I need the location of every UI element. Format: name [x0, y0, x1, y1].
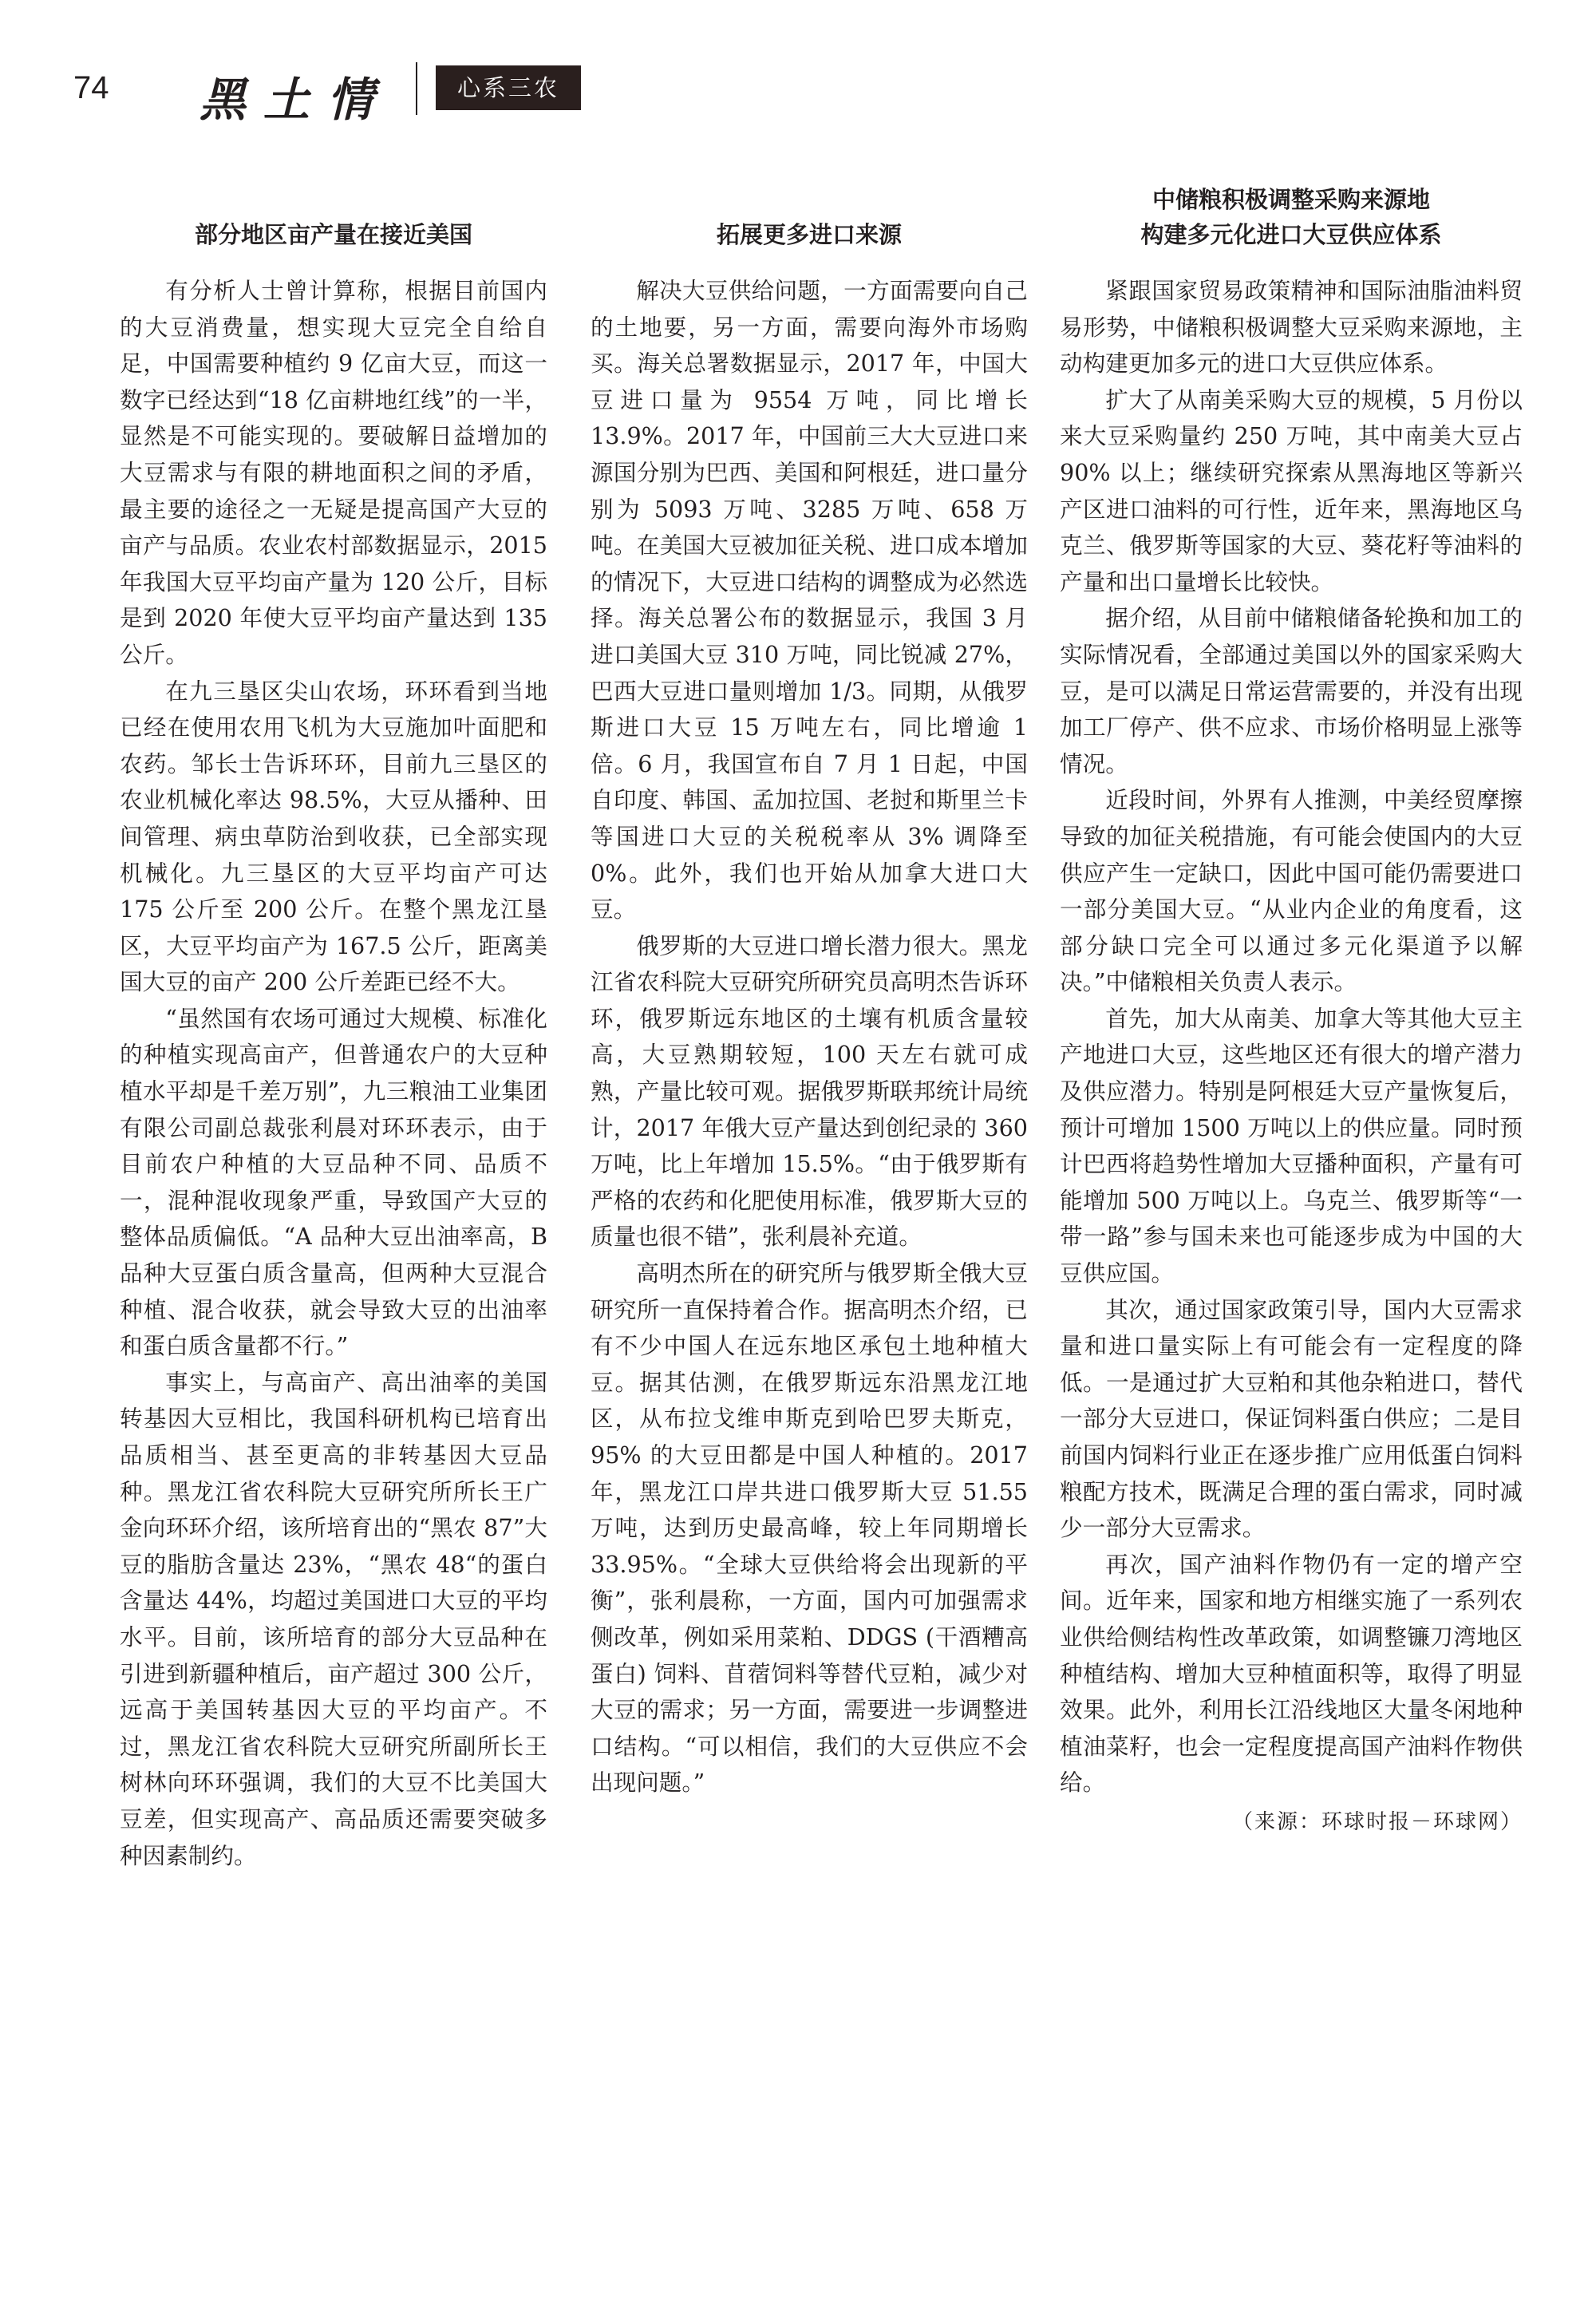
- paragraph: 首先，加大从南美、加拿大等其他大豆主产地进口大豆，这些地区还有很大的增产潜力及供应潜力。特别是阿根廷大豆产量恢复后，预计可增加 1500 万吨以上的供应量。同时预计巴西将趋势性增加大豆播种面积，产量有可能增加 500 万吨以上。乌克兰、俄罗斯等“一带一路”参与国未来也可能逐步成为中国的大豆供应国。: [1060, 1004, 1523, 1287]
- paragraph: 高明杰所在的研究所与俄罗斯全俄大豆研究所一直保持着合作。据高明杰介绍，已有不少中国人在远东地区承包土地种植大豆。据其估测，在俄罗斯远东沿黑龙江地区，从布拉戈维申斯克到哈巴罗夫斯克，95% 的大豆田都是中国人种植的。2017 年，黑龙江口岸共进口俄罗斯大豆 51.55 万吨，达到历史最高峰，较上年同期增长 33.95%。“全球大豆供给将会出现新的平衡”，张利晨称，一方面，国内可加强需求侧改革，例如采用菜粕、DDGS (干酒糟高蛋白) 饲料、苜蓿饲料等替代豆粕，减少对大豆的需求；另一方面，需要进一步调整进口结构。“可以相信，我们的大豆供应不会出现问题。”: [591, 1259, 1028, 1797]
- section-heading: 部分地区亩产量在接近美国: [194, 221, 472, 248]
- section-heading: 拓展更多进口来源: [716, 221, 902, 248]
- page-number: 74: [73, 70, 109, 105]
- article-source-credit: （来源：环球时报－环球网）: [1231, 1809, 1523, 1834]
- section-heading-wrap: [591, 160, 1028, 252]
- page-header: [0, 0, 1596, 136]
- section-heading-wrap: [120, 160, 547, 252]
- paragraph: 近段时间，外界有人推测，中美经贸摩擦导致的加征关税措施，有可能会使国内的大豆供应产生一定缺口，因此中国可能仍需要进口一部分美国大豆。“从业内企业的角度看，这部分缺口完全可以通过多元化渠道予以解决。”中储粮相关负责人表示。: [1060, 786, 1523, 996]
- article-column-middle: [591, 160, 1028, 1801]
- paragraph: 有分析人士曾计算称，根据目前国内的大豆消费量，想实现大豆完全自给自足，中国需要种植约 9 亿亩大豆，而这一数字已经达到“18 亿亩耕地红线”的一半，显然是不可能实现的。要破解日益增加的大豆需求与有限的耕地面积之间的矛盾，最主要的途径之一无疑是提高国产大豆的亩产与品质。农业农村部数据显示，2015 年我国大豆平均亩产量为 120 公斤，目标是到 2020 年使大豆平均亩产量达到 135 公斤。: [120, 277, 547, 668]
- article-column-left: [120, 160, 547, 1874]
- paragraph: 再次，国产油料作物仍有一定的增产空间。近年来，国家和地方相继实施了一系列农业供给侧结构性改革政策，如调整镰刀湾地区种植结构、增加大豆种植面积等，取得了明显效果。此外，利用长江沿线地区大量冬闲地种植油菜籽，也会一定程度提高国产油料作物供给。: [1060, 1550, 1523, 1797]
- paragraph: 其次，通过国家政策引导，国内大豆需求量和进口量实际上有可能会有一定程度的降低。一是通过扩大豆粕和其他杂粕进口，替代一部分大豆进口，保证饲料蛋白供应；二是目前国内饲料行业正在逐步推广应用低蛋白饲料粮配方技术，既满足合理的蛋白需求，同时减少一部分大豆需求。: [1060, 1295, 1523, 1542]
- paragraph: 据介绍，从目前中储粮储备轮换和加工的实际情况看，全部通过美国以外的国家采购大豆，是可以满足日常运营需要的，并没有出现加工厂停产、供不应求、市场价格明显上涨等情况。: [1060, 604, 1523, 777]
- section-heading-line-2: 构建多元化进口大豆供应体系: [1140, 221, 1442, 248]
- article-column-right: [1060, 160, 1523, 1862]
- paragraph: 扩大了从南美采购大豆的规模，5 月份以来大豆采购量约 250 万吨，其中南美大豆占 90% 以上；继续研究探索从黑海地区等新兴产区进口油料的可行性，近年来，黑海地区乌克兰、俄罗斯等国家的大豆、葵花籽等油料的产量和出口量增长比较快。: [1060, 385, 1523, 595]
- section-badge: 心系三农: [436, 65, 581, 110]
- section-heading-line-1: 中储粮积极调整采购来源地: [1152, 186, 1430, 213]
- paragraph: 紧跟国家贸易政策精神和国际油脂油料贸易形势，中储粮积极调整大豆采购来源地，主动构建更加多元的进口大豆供应体系。: [1060, 277, 1523, 378]
- paragraph: 解决大豆供给问题，一方面需要向自己的土地要，另一方面，需要向海外市场购买。海关总署数据显示，2017 年，中国大豆进口量为 9554 万吨，同比增长 13.9%。2017 年，中国前三大大豆进口来源国分别为巴西、美国和阿根廷，进口量分别为 5093 万吨、3285 万吨、658 万吨。在美国大豆被加征关税、进口成本增加的情况下，大豆进口结构的调整成为必然选择。海关总署公布的数据显示，我国 3 月进口美国大豆 310 万吨，同比锐减 27%，巴西大豆进口量则增加 1/3。同期，从俄罗斯进口大豆 15 万吨左右，同比增逾 1 倍。6 月，我国宣布自 7 月 1 日起，中国自印度、韩国、孟加拉国、老挝和斯里兰卡等国进口大豆的关税税率从 3% 调降至 0%。此外，我们也开始从加拿大进口大豆。: [591, 277, 1028, 923]
- paragraph: “虽然国有农场可通过大规模、标准化的种植实现高亩产，但普通农户的大豆种植水平却是千差万别”，九三粮油工业集团有限公司副总裁张利晨对环环表示，由于目前农户种植的大豆品种不同、品质不一，混种混收现象严重，导致国产大豆的整体品质偏低。“A 品种大豆出油率高，B 品种大豆蛋白质含量高，但两种大豆混合种植、混合收获，就会导致大豆的出油率和蛋白质含量都不行。”: [120, 1004, 547, 1360]
- header-divider: [416, 62, 417, 115]
- paragraph: 事实上，与高亩产、高出油率的美国转基因大豆相比，我国科研机构已培育出品质相当、甚至更高的非转基因大豆品种。黑龙江省农科院大豆研究所所长王广金向环环介绍，该所培育出的“黑农 87”大豆的脂肪含量达 23%，“黑农 48“的蛋白含量达 44%，均超过美国进口大豆的平均水平。目前，该所培育的部分大豆品种在引进到新疆种植后，亩产超过 300 公斤，远高于美国转基因大豆的平均亩产。不过，黑龙江省农科院大豆研究所副所长王树林向环环强调，我们的大豆不比美国大豆差，但实现高产、高品质还需要突破多种因素制约。: [120, 1368, 547, 1869]
- paragraph: 俄罗斯的大豆进口增长潜力很大。黑龙江省农科院大豆研究所研究员高明杰告诉环环，俄罗斯远东地区的土壤有机质含量较高，大豆熟期较短，100 天左右就可成熟，产量比较可观。据俄罗斯联邦统计局统计，2017 年俄大豆产量达到创纪录的 360 万吨，比上年增加 15.5%。“由于俄罗斯有严格的农药和化肥使用标准，俄罗斯大豆的质量也很不错”，张利晨补充道。: [591, 931, 1028, 1251]
- paragraph: 在九三垦区尖山农场，环环看到当地已经在使用农用飞机为大豆施加叶面肥和农药。邹长士告诉环环，目前九三垦区的农业机械化率达 98.5%，大豆从播种、田间管理、病虫草防治到收获，已全部实现机械化。九三垦区的大豆平均亩产可达 175 公斤至 200 公斤。在整个黑龙江垦区，大豆平均亩产为 167.5 公斤，距离美国大豆的亩产 200 公斤差距已经不大。: [120, 677, 547, 996]
- section-heading-wrap: [1060, 160, 1523, 252]
- magazine-title-logo: 黑土情: [200, 73, 392, 127]
